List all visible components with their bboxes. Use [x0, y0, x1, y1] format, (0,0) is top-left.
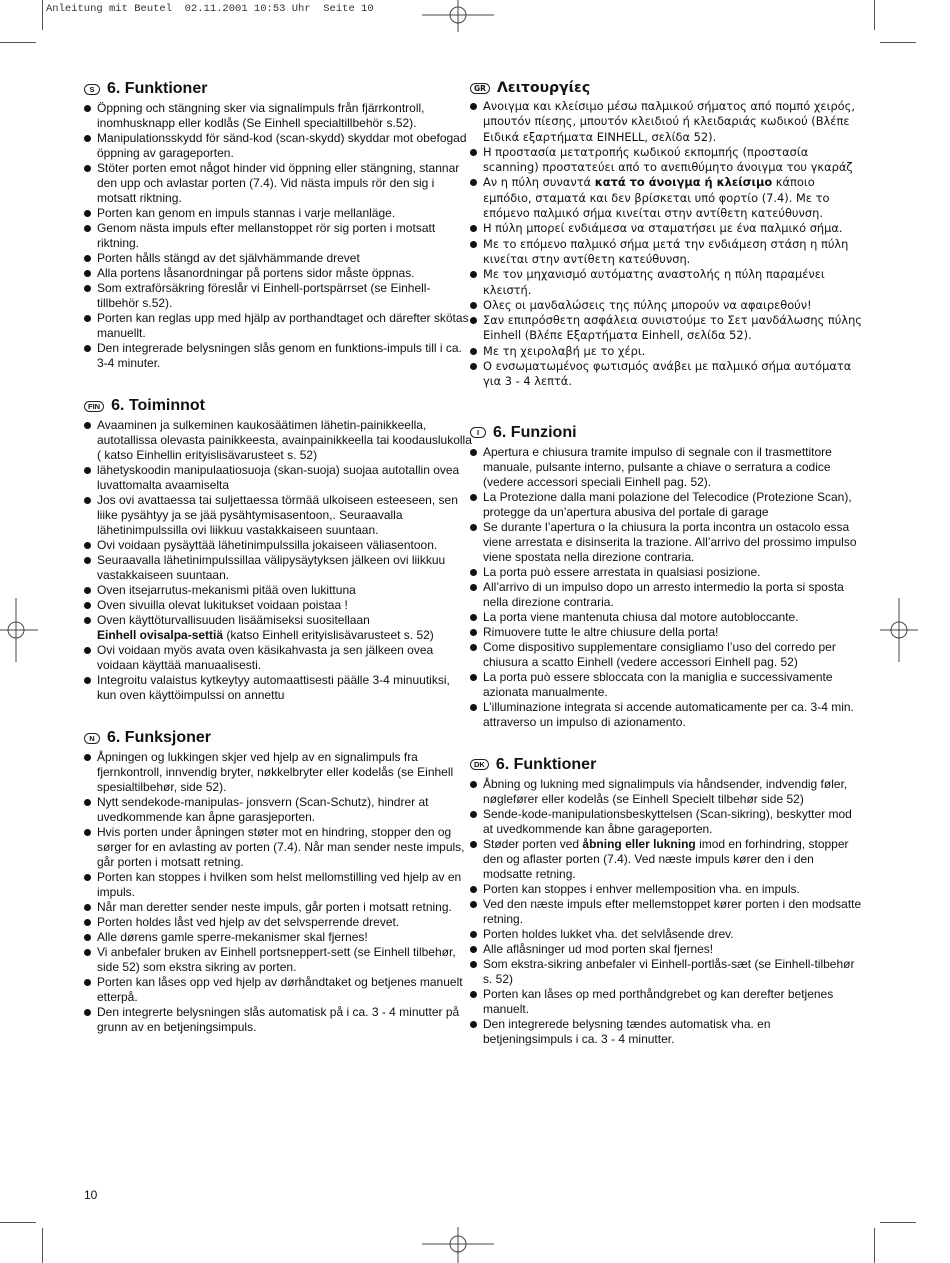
- list-item: All’arrivo di un impulso dopo un arresto intermedio la porta si sposta nella direzione contraria.: [470, 580, 862, 610]
- bullet-list: [470, 99, 862, 390]
- list-item: Nytt sendekode-manipulas- jonsvern (Scan-Schutz), hindrer at uvedkommende kan åpne garasjeporten.: [84, 795, 472, 825]
- crop-mark: [874, 0, 875, 30]
- section-italian: [470, 424, 862, 730]
- list-item: Porten kan låses opp ved hjelp av dørhåndtaket og betjenes manuelt etterpå.: [84, 975, 472, 1005]
- list-item-text: (katso Einhell erityislisävarusteet s. 52): [223, 628, 434, 642]
- list-item: Jos ovi avattaessa tai suljettaessa törmää ulkoiseen esteeseen, sen liike pysähtyy ja se jää pysähtymisasentoon,. Seuraavalla lähetinimpulssilla ovi liikkuu vastakkaiseen suuntaan.: [84, 493, 472, 538]
- right-column: [470, 80, 862, 1073]
- crop-mark: [42, 0, 43, 30]
- section-title: 6. Funktioner: [107, 80, 208, 97]
- list-item: Når man deretter sender neste impuls, går porten i motsatt retning.: [84, 900, 472, 915]
- list-item: Genom nästa impuls efter mellanstoppet rör sig porten i motsatt riktning.: [84, 221, 472, 251]
- list-item: Se durante l’apertura o la chiusura la porta incontra un ostacolo essa viene arrestata e disinserita la trazione. All’arrivo del prossimo impulso viene spostata nella direzione contraria.: [470, 520, 862, 565]
- list-item: Με τη χειρολαβή με το χέρι.: [470, 344, 862, 359]
- list-item: Manipulationsskydd för sänd-kod (scan-skydd) skyddar mot obefogad öppning av garageporten.: [84, 131, 472, 161]
- crop-mark: [0, 42, 36, 43]
- list-item: [84, 613, 472, 643]
- section-heading: [84, 729, 472, 747]
- list-item: [470, 837, 862, 882]
- registration-mark-right: [880, 598, 918, 662]
- language-badge: FIN: [84, 401, 104, 412]
- list-item: Ο ενσωματωμένος φωτισμός ανάβει με παλμικό σήμα αυτόματα για 3 - 4 λεπτά.: [470, 359, 862, 390]
- list-item: Με τον μηχανισμό αυτόματης αναστολής η πύλη παραμένει κλειστή.: [470, 267, 862, 298]
- list-item: Με το επόμενο παλμικό σήμα μετά την ενδιάμεση στάση η πύλη κινείται στην αντίθετη κατεύθυνση.: [470, 237, 862, 268]
- crop-mark: [880, 1222, 916, 1223]
- list-item-text: Oven käyttöturvallisuuden lisäämiseksi suositellaan: [97, 613, 370, 627]
- list-item: Η προστασία μετατροπής κωδικού εκπομπής (προστασία scanning) προστατεύει από το ανεπιθύμητο άνοιγμα του γκαράζ: [470, 145, 862, 176]
- list-item: Porten kan låses op med porthåndgrebet og kan derefter betjenes manuelt.: [470, 987, 862, 1017]
- list-item: Sende-kode-manipulationsbeskyttelsen (Scan-sikring), beskytter mod at uvedkommende kan åbne garageporten.: [470, 807, 862, 837]
- language-badge: S: [84, 84, 100, 95]
- list-item-text: κάποιο εμπόδιο, σταματά και δεν βρίσκεται υπό φορτίο (7.4). Με το επόμενο παλμικό σήμα κινείται στην αντίθετη κατεύθυνση.: [483, 175, 830, 221]
- list-item: Åbning og lukning med signalimpuls via håndsender, indvendig føler, nøglefører eller kodelås (se Einhell Specielt tilbehør side 52): [470, 777, 862, 807]
- section-heading: [470, 756, 862, 774]
- list-item: Vi anbefaler bruken av Einhell portsneppert-sett (se Einhell tilbehør, side 52) som ekstra sikring av porten.: [84, 945, 472, 975]
- bold-phrase: κατά το άνοιγμα ή κλείσιμο: [594, 175, 773, 190]
- list-item: Den integrerede belysning tændes automatisk vha. en betjeningsimpuls i ca. 3 - 4 minutter.: [470, 1017, 862, 1047]
- list-item: La Protezione dalla mani polazione del Telecodice (Protezione Scan), protegge da un’apertura abusiva del portale di garage: [470, 490, 862, 520]
- list-item: Stöter porten emot något hinder vid öppning eller stängning, stannar den upp och avlastar porten (7.4). Vid nästa impuls rör den sig i motsatt riktning.: [84, 161, 472, 206]
- list-item: [470, 175, 862, 221]
- list-item: Öppning och stängning sker via signalimpuls från fjärrkontroll, inomhusknapp eller kodlås (Se Einhell specialtillbehör s.52).: [84, 101, 472, 131]
- list-item: Ovi voidaan pysäyttää lähetinimpulssilla jokaiseen väliasentoon.: [84, 538, 472, 553]
- list-item: Ολες οι μανδαλώσεις της πύλης μπορούν να αφαιρεθούν!: [470, 298, 862, 313]
- list-item: La porta viene mantenuta chiusa dal motore autobloccante.: [470, 610, 862, 625]
- language-badge: GR: [470, 83, 490, 94]
- list-item: Alle aflåsninger ud mod porten skal fjernes!: [470, 942, 862, 957]
- crop-mark: [874, 1228, 875, 1263]
- list-item: La porta può essere arrestata in qualsiasi posizione.: [470, 565, 862, 580]
- section-heading: [84, 80, 472, 98]
- language-badge: N: [84, 733, 100, 744]
- list-item: Porten holdes låst ved hjelp av det selvsperrende drevet.: [84, 915, 472, 930]
- list-item: Rimuovere tutte le altre chiusure della porta!: [470, 625, 862, 640]
- section-title: 6. Toiminnot: [111, 397, 206, 414]
- language-badge: DK: [470, 759, 489, 770]
- bullet-list: [84, 750, 472, 1035]
- list-item: Alle dørens gamle sperre-mekanismer skal fjernes!: [84, 930, 472, 945]
- list-item: Avaaminen ja sulkeminen kaukosäätimen lähetin-painikkeella, autotallissa olevasta painikkeesta, avainpainikkeella tai koodauslukolla ( katso Einhellin erityislisävarusteet s. 52): [84, 418, 472, 463]
- list-item: Åpningen og lukkingen skjer ved hjelp av en signalimpuls fra fjernkontroll, innvendig bryter, nøkkelbryter eller kodelås (se Einhell spesialtilbehør, side 52).: [84, 750, 472, 795]
- bullet-list: [84, 418, 472, 703]
- bullet-list: [470, 445, 862, 730]
- list-item: Ved den næste impuls efter mellemstoppet kører porten i den modsatte retning.: [470, 897, 862, 927]
- section-swedish: [84, 80, 472, 371]
- list-item: lähetyskoodin manipulaatiosuoja (skan-suoja) suojaa autotallin ovea luvattomalta avaamiselta: [84, 463, 472, 493]
- bold-product-name: Einhell ovisalpa-settiä: [97, 628, 224, 642]
- list-item: Porten kan genom en impuls stannas i varje mellanläge.: [84, 206, 472, 221]
- section-greek: [470, 80, 862, 390]
- section-finnish: [84, 397, 472, 703]
- list-item: Come dispositivo supplementare consigliamo l’uso del corredo per chiusura a scatto Einhell (vedere accessori Einhell pag. 52): [470, 640, 862, 670]
- list-item: Hvis porten under åpningen støter mot en hindring, stopper den og sørger for en avlasting av porten (7.4). Når man sender neste impuls, går porten i motsatt retning.: [84, 825, 472, 870]
- list-item: Som extraförsäkring föreslår vi Einhell-portspärrset (se Einhell-tillbehör s.52).: [84, 281, 472, 311]
- bullet-list: [470, 777, 862, 1047]
- list-item: Porten kan stoppes i enhver mellemposition vha. en impuls.: [470, 882, 862, 897]
- list-item: Σαν επιπρόσθετη ασφάλεια συνιστούμε το Σετ μανδάλωσης πύλης Einhell (Βλέπε Εξαρτήματα Einhell, σελίδα 52).: [470, 313, 862, 344]
- list-item: Ανοιγμα και κλείσιμο μέσω παλμικού σήματος από πομπό χειρός, μπουτόν πίεσης, μπουτόν κλειδιού ή κλειδαριάς κωδικού (Βλέπε Ειδικά εξαρτήματα EINHELL, σελίδα 52).: [470, 99, 862, 145]
- list-item: L’illuminazione integrata si accende automaticamente per ca. 3-4 min. attraverso un impulso di azionamento.: [470, 700, 862, 730]
- list-item: Som ekstra-sikring anbefaler vi Einhell-portlås-sæt (se Einhell-tilbehør s. 52): [470, 957, 862, 987]
- crop-mark: [42, 1228, 43, 1263]
- section-heading: [470, 80, 862, 96]
- list-item: Oven sivuilla olevat lukitukset voidaan poistaa !: [84, 598, 472, 613]
- section-heading: [470, 424, 862, 442]
- list-item: Seuraavalla lähetinimpulssillaa välipysäytyksen jälkeen ovi liikkuu vastakkaiseen suuntaan.: [84, 553, 472, 583]
- list-item: Den integrerte belysningen slås automatisk på i ca. 3 - 4 minutter på grunn av en betjeningsimpuls.: [84, 1005, 472, 1035]
- crop-mark: [880, 42, 916, 43]
- language-badge: I: [470, 427, 486, 438]
- crop-mark: [0, 1222, 36, 1223]
- bullet-list: [84, 101, 472, 371]
- registration-mark-bottom: [422, 1227, 494, 1263]
- list-item: Apertura e chiusura tramite impulso di segnale con il trasmettitore manuale, pulsante interno, pulsante a chiave o serratura a codice (vedere accessori speciali Einhell pag. 52).: [470, 445, 862, 490]
- registration-mark-top: [422, 0, 494, 32]
- list-item: Porten hålls stängd av det självhämmande drevet: [84, 251, 472, 266]
- list-item-text: Støder porten ved: [483, 836, 580, 851]
- section-danish: [470, 756, 862, 1047]
- list-item: Oven itsejarrutus-mekanismi pitää oven lukittuna: [84, 583, 472, 598]
- page-number: 10: [84, 1188, 98, 1202]
- list-item-text: imod en forhindring, stopper den og aflaster porten (7.4). Ved næste impuls kører den i den modsatte retning.: [483, 836, 849, 881]
- registration-mark-left: [0, 598, 38, 662]
- list-item: Alla portens låsanordningar på portens sidor måste öppnas.: [84, 266, 472, 281]
- section-heading: [84, 397, 472, 415]
- left-column: [84, 80, 472, 1061]
- list-item: Porten holdes lukket vha. det selvlåsende drev.: [470, 927, 862, 942]
- list-item: Porten kan stoppes i hvilken som helst mellomstilling ved hjelp av en impuls.: [84, 870, 472, 900]
- section-title: 6. Funzioni: [493, 423, 577, 441]
- list-item: Integroitu valaistus kytkeytyy automaattisesti päälle 3-4 minuutiksi, kun oven käyttöimpulssi on annettu: [84, 673, 472, 703]
- section-title: 6. Funksjoner: [107, 729, 212, 746]
- list-item: Den integrerade belysningen slås genom en funktions-impuls till i ca. 3-4 minuter.: [84, 341, 472, 371]
- list-item: Ovi voidaan myös avata oven käsikahvasta ja sen jälkeen ovea voidaan käyttää manuaalisesti.: [84, 643, 472, 673]
- section-title: Λειτουργίες: [496, 80, 591, 96]
- bold-phrase: åbning eller lukning: [582, 836, 696, 851]
- section-norwegian: [84, 729, 472, 1035]
- list-item: Porten kan reglas upp med hjälp av porthandtaget och därefter skötas manuellt.: [84, 311, 472, 341]
- list-item: La porta può essere sbloccata con la maniglia e successivamente azionata manualmente.: [470, 670, 862, 700]
- section-title: 6. Funktioner: [495, 755, 597, 773]
- list-item: Η πύλη μπορεί ενδιάμεσα να σταματήσει με ένα παλμικό σήμα.: [470, 221, 862, 236]
- list-item-text: Αν η πύλη συναντά: [483, 175, 592, 190]
- print-header: Anleitung mit Beutel 02.11.2001 10:53 Uhr Seite 10: [46, 3, 374, 15]
